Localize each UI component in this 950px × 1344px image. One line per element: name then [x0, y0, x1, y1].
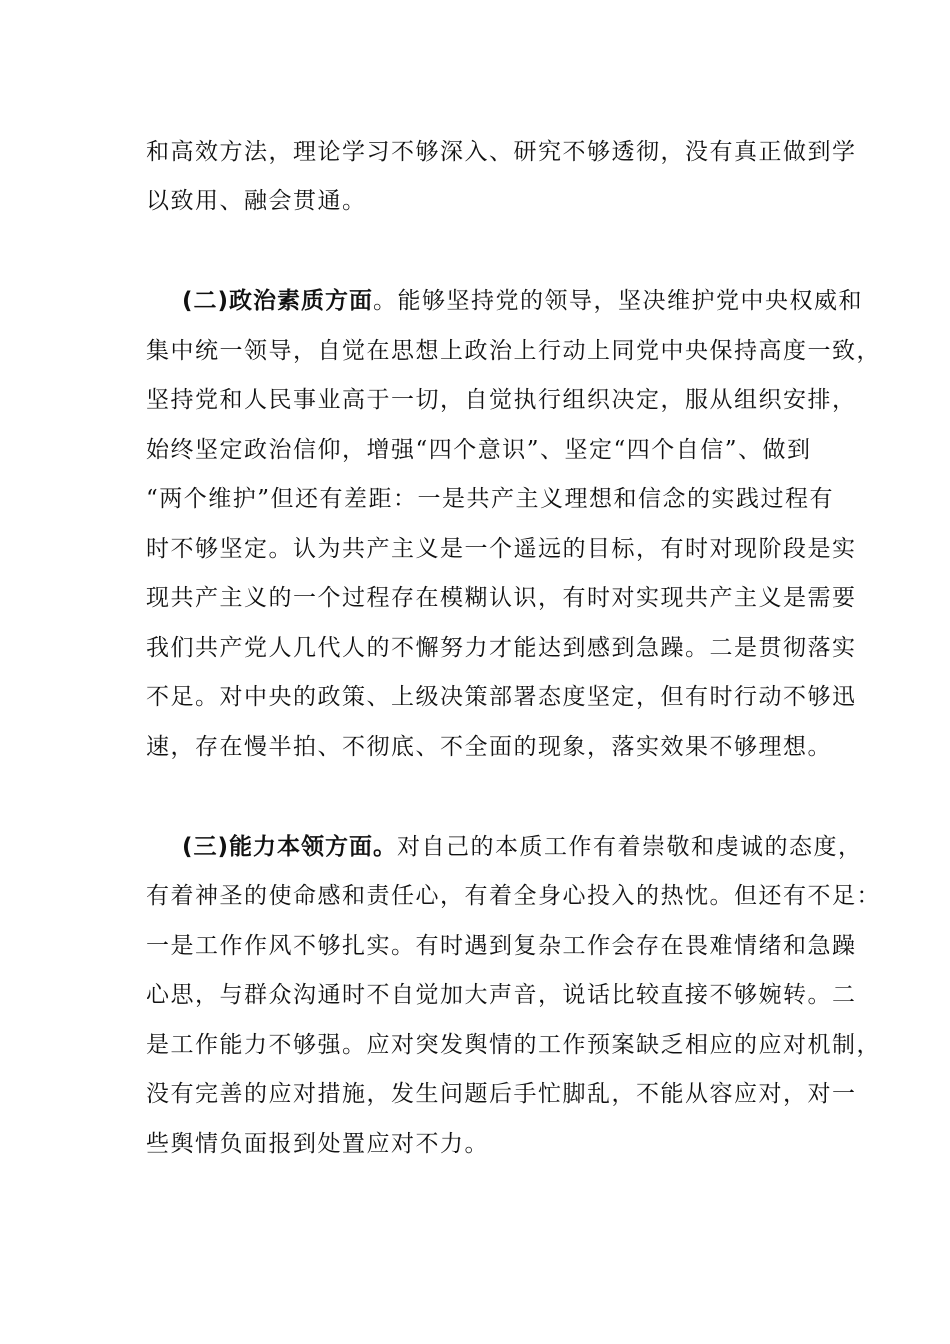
- body-text: 对自己的本质工作有着崇敬和虔诚的态度，: [397, 834, 863, 860]
- body-text-line: 以致用、融会贯通。: [146, 188, 367, 214]
- body-text: 。能够坚持党的领导，坚决维护党中央权威和: [373, 288, 864, 314]
- body-text-line: 时不够坚定。认为共产主义是一个遥远的目标，有时对现阶段是实: [146, 536, 857, 562]
- section-heading-ability: (三)能力本领方面。: [182, 834, 398, 860]
- body-text-line: 有着神圣的使命感和责任心，有着全身心投入的热忱。但还有不足：: [146, 883, 881, 909]
- paragraph-first-line: [182, 286, 863, 316]
- body-text-line: 和高效方法，理论学习不够深入、研究不够透彻，没有真正做到学: [146, 139, 857, 165]
- body-text-line: 现共产主义的一个过程存在模糊认识，有时对实现共产主义是需要: [146, 585, 857, 611]
- body-text-line: 心思，与群众沟通时不自觉加大声音，说话比较直接不够婉转。二: [146, 982, 857, 1008]
- body-text-line: 没有完善的应对措施，发生问题后手忙脚乱，不能从容应对，对一: [146, 1081, 857, 1107]
- body-text-line: 速，存在慢半拍、不彻底、不全面的现象，落实效果不够理想。: [146, 734, 832, 760]
- body-text-line: 始终坚定政治信仰，增强“四个意识”、坚定“四个自信”、做到: [146, 437, 812, 463]
- body-text-line: 不足。对中央的政策、上级决策部署态度坚定，但有时行动不够迅: [146, 684, 857, 710]
- body-text-line: 集中统一领导，自觉在思想上政治上行动上同党中央保持高度一致，: [146, 338, 881, 364]
- body-text-line: 一是工作作风不够扎实。有时遇到复杂工作会存在畏难情绪和急躁: [146, 933, 857, 959]
- body-text-line: “两个维护”但还有差距：一是共产主义理想和信念的实践过程有: [146, 486, 835, 512]
- body-text-line: 我们共产党人几代人的不懈努力才能达到感到急躁。二是贯彻落实: [146, 635, 857, 661]
- body-text-line: 坚持党和人民事业高于一切，自觉执行组织决定，服从组织安排，: [146, 387, 857, 413]
- body-text-line: 是工作能力不够强。应对突发舆情的工作预案缺乏相应的应对机制，: [146, 1032, 881, 1058]
- paragraph-first-line: [182, 832, 863, 862]
- section-heading-political-quality: (二)政治素质方面: [182, 288, 374, 314]
- body-text-line: 些舆情负面报到处置应对不力。: [146, 1131, 489, 1157]
